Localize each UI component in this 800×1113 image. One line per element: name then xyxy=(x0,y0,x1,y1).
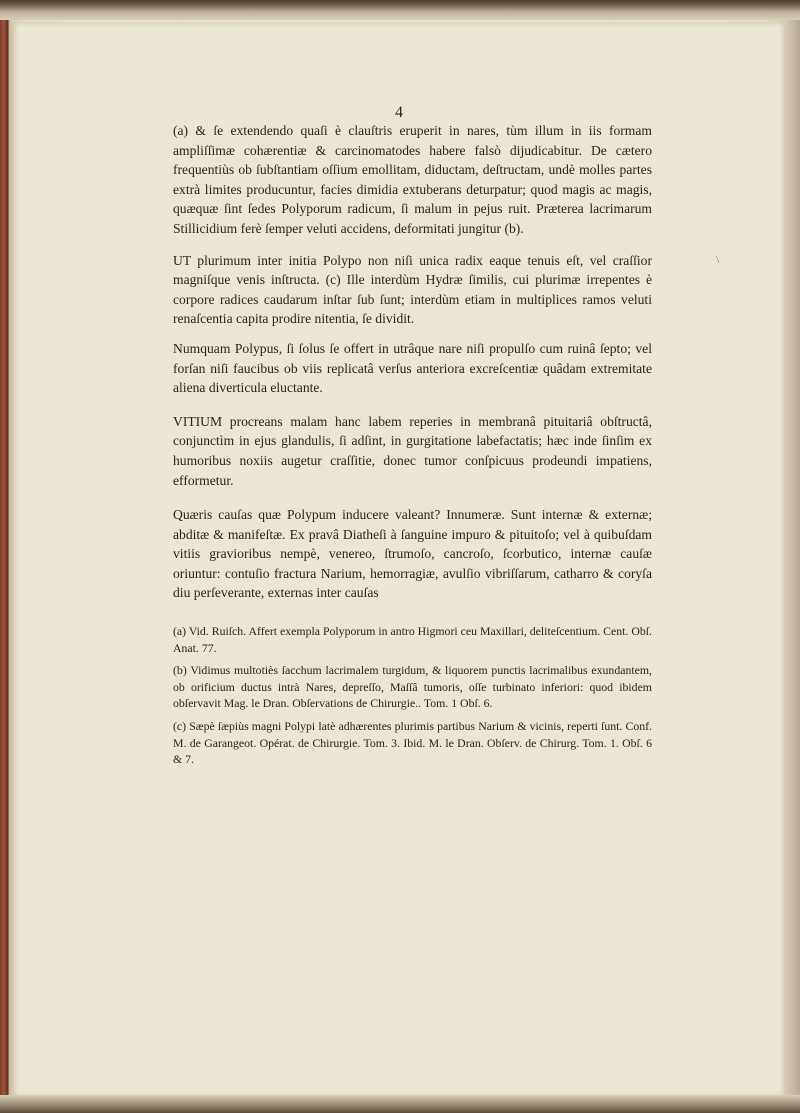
book-bottom-edge xyxy=(0,1095,800,1113)
footnote-c: (c) Sæpè ſæpiùs magni Polypi latè adhærentes plurimis partibus Narium & vicinis, reperti ſunt. Conf. M. de Garangeot. Opérat. de Chirurgie. Tom. 3. Ibid. M. le Dran. Obſerv. de Chirurg. Tom. 1. Obſ. 6 & 7. xyxy=(173,719,652,767)
footnote-b: (b) Vidimus multotiès ſacchum lacrimalem turgidum, & liquorem punctis lacrimalibus exundantem, ob orificium ductus intrà Nares, depreſſo, Maſſâ tumoris, oſſe turbinato inferiori: quod ibidem obſervavit Mag. le Dran. Obſervations de Chirurgie.. Tom. 1 Obſ. 6. xyxy=(173,663,652,711)
paragraph-1: (a) & ſe extendendo quaſi è clauſtris eruperit in nares, tùm illum in iis formam ampliſſimæ cohærentiæ & carcinomatodes habere falsò dijudicabitur. De cætero frequentiùs ob ſubſtantiam oſſium emollitam, diductam, deſtructam, undè molles partes extrà limites producuntur, facies dimidia extuberans deturpatur; quod magis ac magis, quæquæ ſint ſedes Polyporum radicum, ſi malum in pejus ruit. Præterea lacrimarum Stillicidium ferè ſemper veluti accidens, deformitati jungitur (b). xyxy=(173,123,652,236)
page-number: 4 xyxy=(395,104,403,121)
stray-mark: \ xyxy=(716,252,720,266)
paragraph-3: Numquam Polypus, ſi ſolus ſe offert in utrâque nare niſi propulſo cum ruinâ ſepto; vel forſan niſi faucibus ob viis replicatâ verſus anteriora excreſcentiæ quâdam extremitate aliena diverticula eluctante. xyxy=(173,340,652,396)
paragraph-4: VITIUM procreans malam hanc labem reperies in membranâ pituitariâ obſtructâ, conjunctìm in ejus glandulis, ſi adſint, in gurgitatione labefactatis; hæc inde ſinſim ex humoribus noxiis augetur craſſitie, donec tumor conſpicuus prodeundi impatiens, efformetur. xyxy=(173,413,652,488)
paragraph-2: UT plurimum inter initia Polypo non niſi unica radix eaque tenuis eſt, vel craſſior magniſque venis inſtructa. (c) Ille interdùm Hydræ ſimilis, cui plurimæ irrepentes è corpore radices caudarum inſtar ſub ſunt; interdùm etiam in multiplices ramos veluti renaſcentia capita prodire nitentia, ſe dividit. xyxy=(173,252,652,327)
main-text xyxy=(173,121,652,774)
paragraph-5: Quæris cauſas quæ Polypum inducere valeant? Innumeræ. Sunt internæ & externæ; abditæ & manifeſtæ. Ex pravâ Diatheſi à ſanguine impuro & pituitoſo; vel à quibuſdam vitiis gravioribus nempè, venereo, ſtrumoſo, cancroſo, ſcorbutico, internæ cauſæ oriuntur: contuſio fractura Narium, hemorragiæ, avulſio vibriſſarum, catharro & coryſa diu perſeverante, externas inter cauſas xyxy=(173,507,652,601)
book-top-edge xyxy=(0,0,800,20)
footnotes xyxy=(173,623,652,768)
footnote-a: (a) Vid. Ruiſch. Affert exempla Polyporum in antro Higmori ceu Maxillari, deliteſcentium. Cent. Obſ. Anat. 77. xyxy=(173,624,652,655)
